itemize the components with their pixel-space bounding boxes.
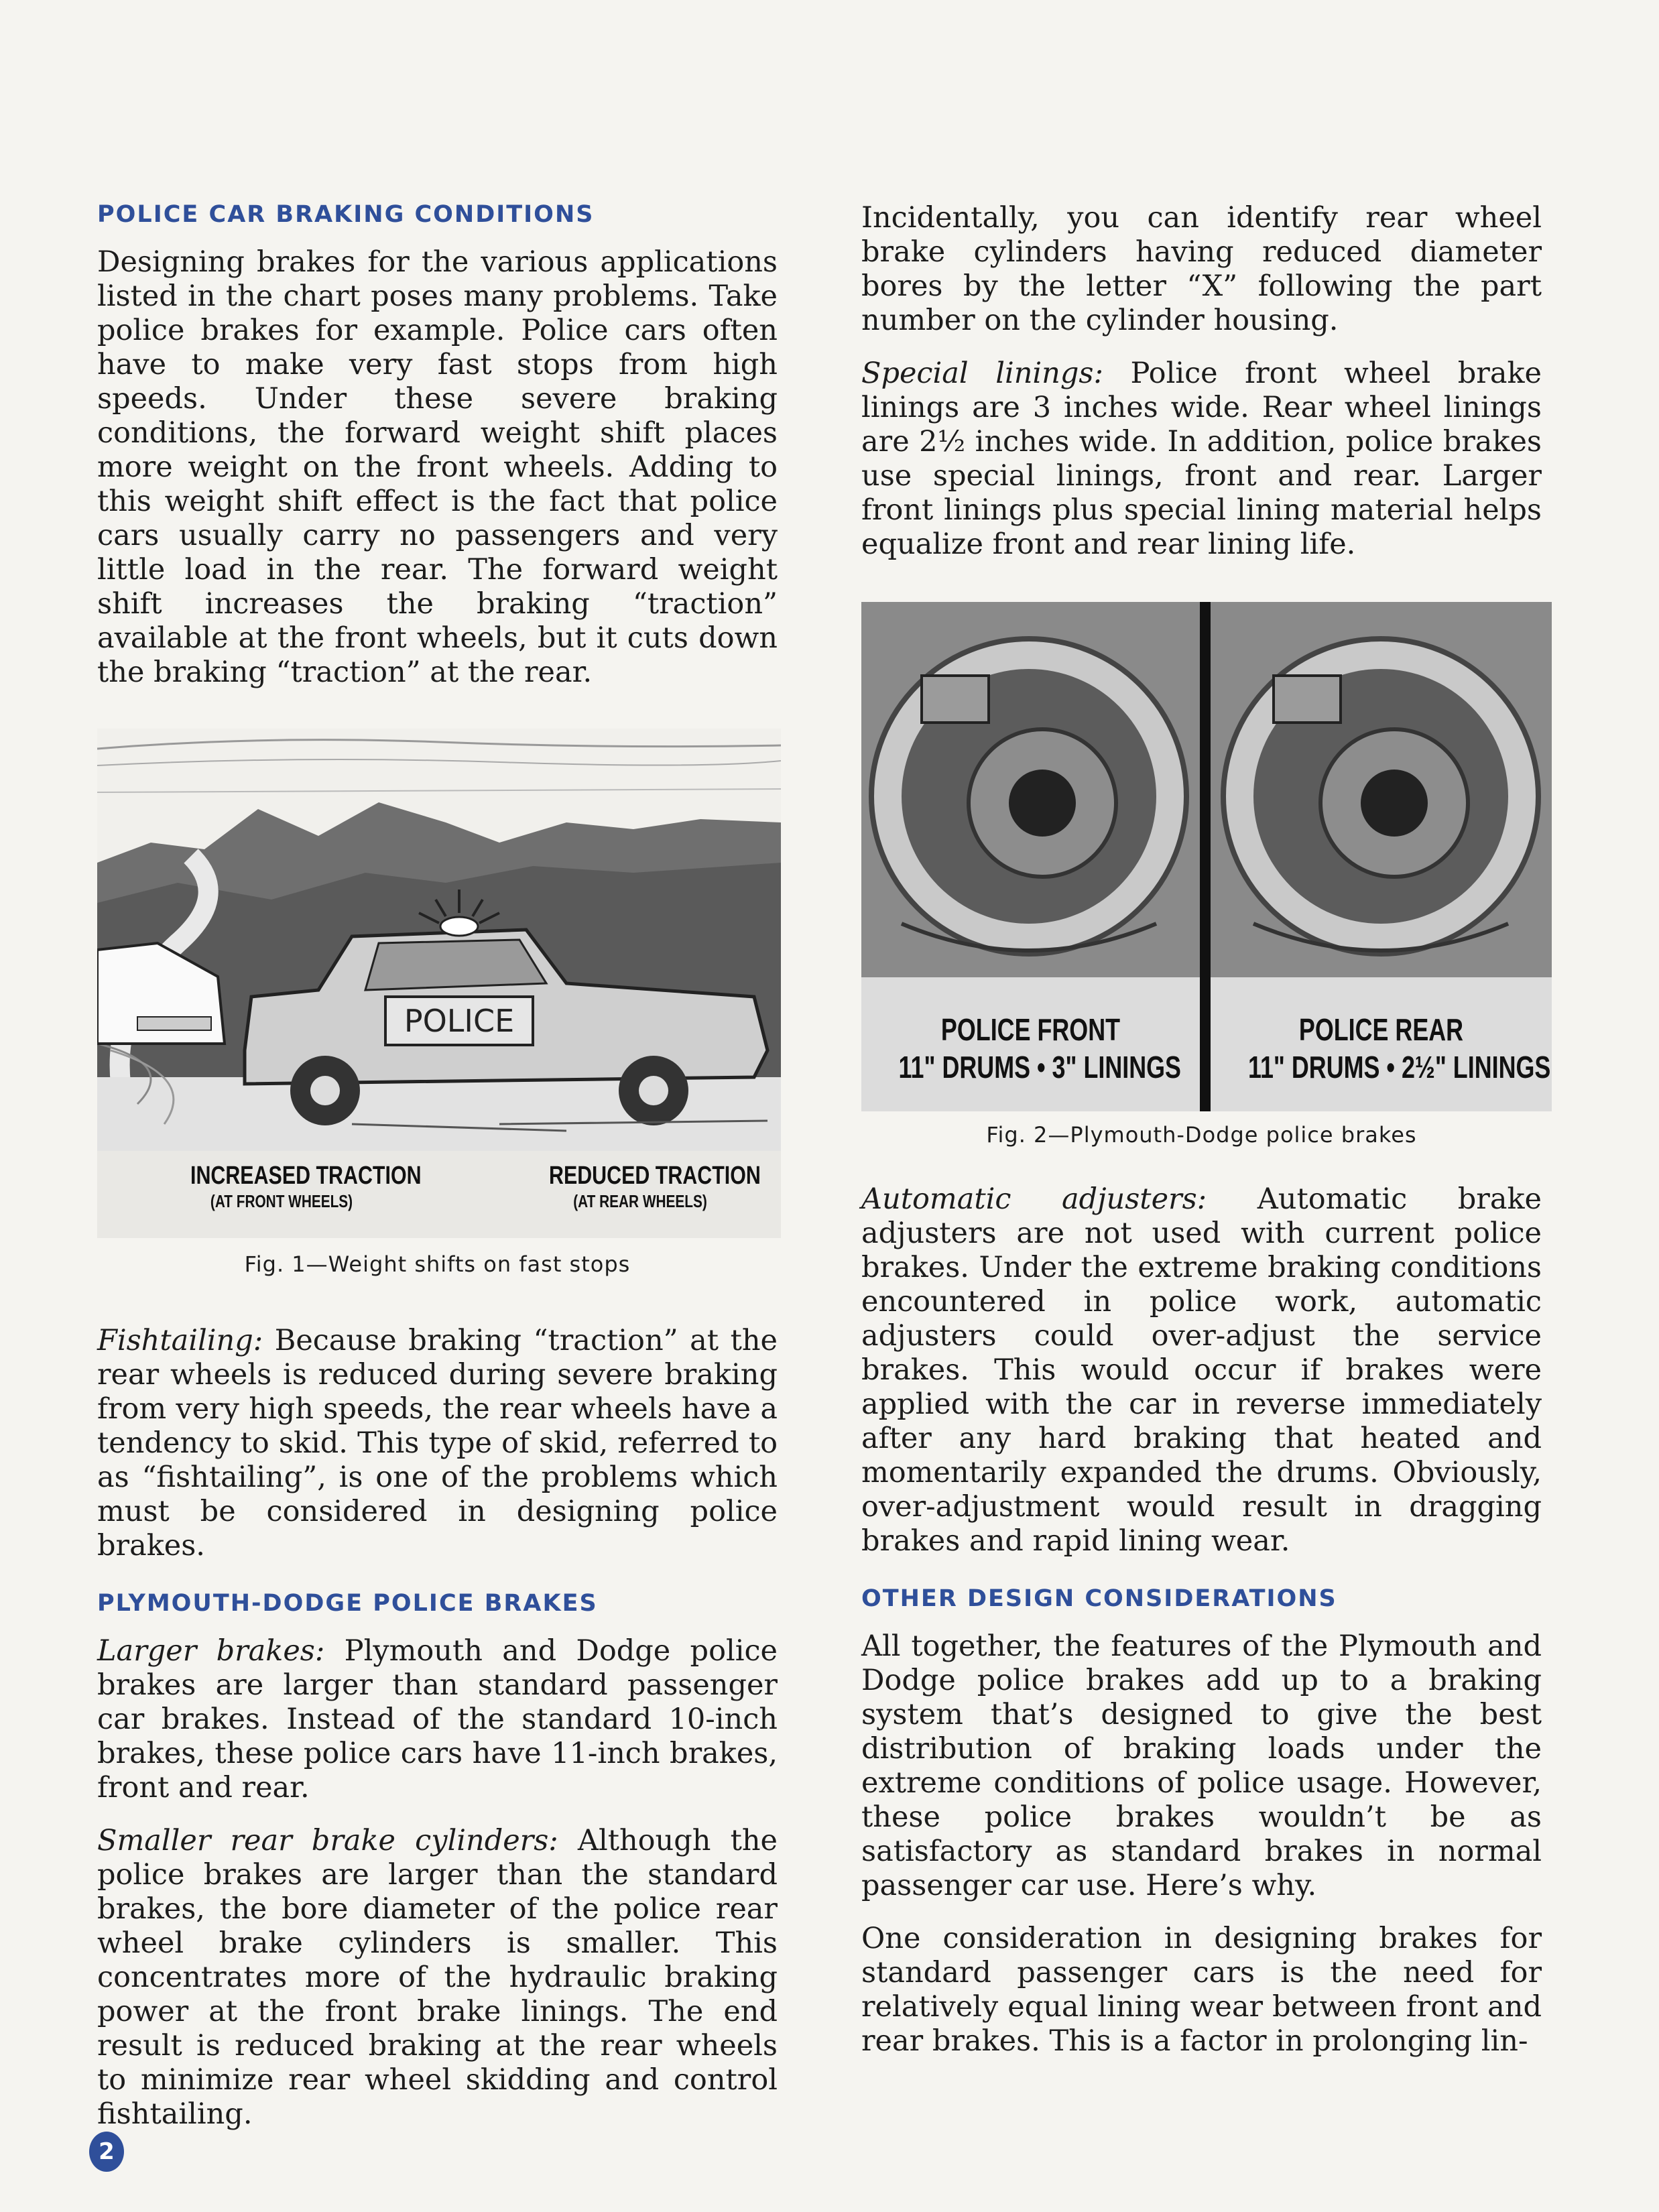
paragraph-smaller-cylinders: Smaller rear brake cylinders: Although the police brakes are larger than the standard brakes, the bore diameter of the police rear wheel brake cylinders is smaller. This concentrates more of the hydraulic braking power at the front brake linings. The end result is reduced braking at the rear wheels to minimize rear wheel skidding and control fishtailing. [97, 1824, 778, 2131]
reduced-traction-label: REDUCED TRACTION (AT REAR WHEELS) [549, 1162, 761, 1211]
figure-2-caption: Fig. 2—Plymouth-Dodge police brakes [986, 1122, 1417, 1148]
increased-traction-label: INCREASED TRACTION (AT FRONT WHEELS) [190, 1162, 422, 1211]
figure-1-caption: Fig. 1—Weight shifts on fast stops [244, 1251, 631, 1277]
paragraph-automatic-adjusters: Automatic adjusters: Automatic brake adjusters are not used with current police brakes. Under the extreme braking conditions encountered in police work, automatic adjusters could over-adjust the service brakes. This would occur if brakes were applied with the car in reverse immediately after any hard braking that heated and momentarily expanded the drums. Obviously, over-adjustment would result in dragging brakes and rapid lining wear. [861, 1182, 1542, 1558]
paragraph-fishtailing: Fishtailing: Because braking “traction” at the rear wheels is reduced during severe braking from very high speeds, the rear wheels have a tendency to skid. This type of skid, referred to as “fishtailing”, is one of the problems which must be considered in designing police brakes. [97, 1324, 778, 1562]
left-column [97, 201, 778, 2150]
figure-1 [97, 729, 778, 1277]
paragraph-larger-brakes: Larger brakes: Plymouth and Dodge police brakes are larger than standard passenger car brakes. Instead of the standard 10-inch brakes, these police cars have 11-inch brakes, front and rear. [97, 1634, 778, 1804]
figure-2 [861, 602, 1551, 1148]
police-front-label: POLICE FRONT 11" DRUMS • 3" LININGS [898, 1012, 1181, 1085]
car-sign: POLICE [404, 1003, 515, 1039]
page-number: 2 [89, 2132, 124, 2172]
paragraph-special-linings: Special linings: Police front wheel brake linings are 3 inches wide. Rear wheel linings are 2½ inches wide. In addition, police brakes use special linings, front and rear. Larger front linings plus special lining material helps equalize front and rear lining life. [861, 357, 1542, 561]
section-heading-other-design: OTHER DESIGN CONSIDERATIONS [861, 1585, 1337, 1612]
section-heading-police-braking: POLICE CAR BRAKING CONDITIONS [97, 201, 595, 228]
paragraph-one-consideration: One consideration in designing brakes for standard passenger cars is the need for relatively equal lining wear between front and rear brakes. This is a factor in prolonging lin- [861, 1922, 1542, 2058]
paragraph-all-together: All together, the features of the Plymouth and Dodge police brakes add up to a braking system that’s designed to give the best distribution of braking loads under the extreme conditions of police usage. However, these police brakes wouldn’t be as satisfactory as standard brakes in normal passenger car use. Here’s why. [861, 1630, 1542, 1902]
paragraph-braking-conditions: Designing brakes for the various applications listed in the chart poses many problems. Take police brakes for example. Police cars often have to make very fast stops from high speeds. Under these severe braking conditions, the forward weight shift places more weight on the front wheels. Adding to this weight shift effect is the fact that police cars usually carry no passengers and very little load in the rear. The forward weight shift increases the braking “traction” available at the front wheels, but it cuts down the braking “traction” at the rear. [97, 245, 778, 689]
police-rear-label: POLICE REAR 11" DRUMS • 2½" LININGS [1247, 1012, 1551, 1085]
right-column [861, 201, 1551, 2077]
section-heading-plymouth-dodge: PLYMOUTH-DODGE POLICE BRAKES [97, 1590, 598, 1617]
paragraph-identify-cylinders: Incidentally, you can identify rear wheel brake cylinders having reduced diameter bores by the letter “X” following the part number on the cylinder housing. [861, 201, 1542, 337]
